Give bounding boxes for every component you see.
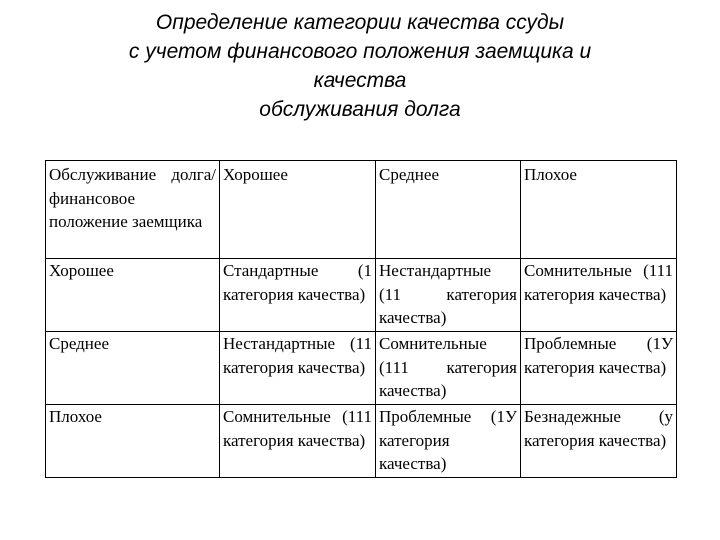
- table-row: [46, 332, 677, 405]
- table-cell: Стандартные (1 категория качества): [220, 259, 376, 332]
- loan-quality-table: [45, 160, 677, 478]
- title-line: с учетом финансового положения заемщика и: [128, 40, 592, 63]
- header-corner-cell: Обслуживание долга/финансовое положение заемщика: [46, 161, 220, 259]
- header-cell-bad: Плохое: [521, 161, 677, 259]
- table-row: [46, 259, 677, 332]
- row-label-good: Хорошее: [46, 259, 220, 332]
- header-cell-medium: Среднее: [376, 161, 521, 259]
- row-label-bad: Плохое: [46, 405, 220, 478]
- table-cell: Проблемные (1У категория качества): [521, 332, 677, 405]
- table-cell: Сомнительные (111 категория качества): [521, 259, 677, 332]
- table-cell: Безнадежные (у категория качества): [521, 405, 677, 478]
- header-cell-good: Хорошее: [220, 161, 376, 259]
- table-cell: Нестандартные (11 категория качества): [376, 259, 521, 332]
- table-cell: Сомнительные (111 категория качества): [220, 405, 376, 478]
- page-title: [40, 8, 680, 124]
- title-line: Определение категории качества ссуды: [155, 11, 565, 34]
- table-header-row: [46, 161, 677, 259]
- table-row: [46, 405, 677, 478]
- title-line: обслуживания долга: [259, 98, 461, 121]
- row-label-medium: Среднее: [46, 332, 220, 405]
- title-line: качества: [313, 69, 407, 92]
- table-cell: Проблемные (1У категория качества): [376, 405, 521, 478]
- table-cell: Нестандартные (11 категория качества): [220, 332, 376, 405]
- table-cell: Сомнительные (111 категория качества): [376, 332, 521, 405]
